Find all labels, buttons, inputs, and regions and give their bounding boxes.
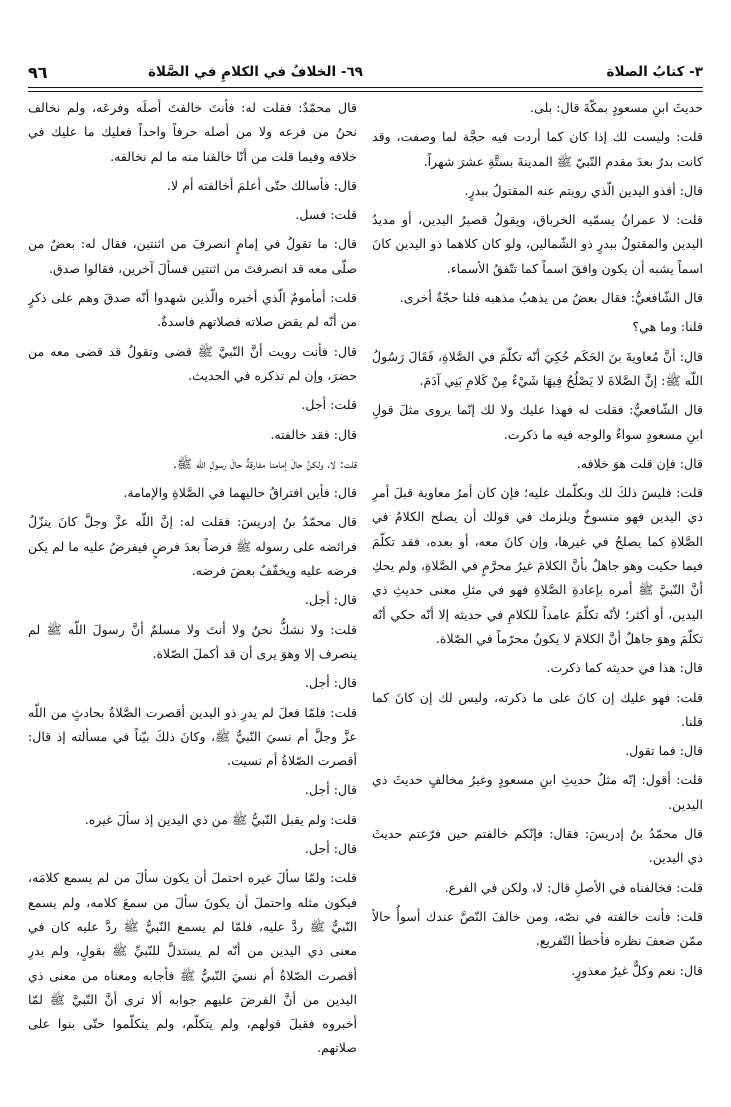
paragraph: قلت: فليسَ ذلكَ لك وبكلّمك عليه؛ فإن كان أمرُ معاوية قبلَ أمرِ ذي اليدين فهو منسوخٌ ويلزمك في قولك أن يصلح الكلامُ في الصَّلاةِ كما يصلحُ في غيرها، وإن كانَ معه، أو بعده، فقد تكلّمَ فيما حكيت وهو جاهلٌ بأنَّ الكلامَ غيرُ محرَّمٍ في الصَّلاةِ، ولم يحكِ أنَّ النّبيَّ ﷺ أمره بإعادةِ الصَّلاةِ فهو في مثلِ معنى حديثِ ذي اليدين، أو أكثر؛ لأنّه تكلّمَ عامداً للكلامِ في حديثه إلا أنّه حكي أنّه تكلّمَ وهوَ جاهلٌ أنَّ الكلامَ لا يكونُ محرّماً في الصّلاة.: [372, 485, 703, 646]
paragraph: قال: أجل.: [304, 675, 357, 691]
paragraph: قال: أنَّ مُعاويةَ بنَ الحَكَم حُكِيَ أنّه تكلّمَ في الصَّلاةِ، فَقَالَ رَسُولُ اللّه ﷺ: إنَّ الصَّلاةَ لا يَصْلُحُ فِيهَا شَيْءٌ مِنْ كَلامِ بَنِي آدَمَ.: [372, 348, 703, 388]
chapter-title: ٦٩- الخلافُ في الكلامِ في الصَّلاة: [148, 64, 363, 80]
paragraph: قال: فإن قلت هوَ خلافه.: [576, 455, 703, 471]
paragraph: قال محمّدُ بنُ إدريسَ: فقلت له: إنَّ اللّه عزَّ وجلَّ كانَ ينزّلُ فرائضه على رسوله ﷺ فرضاً بعدَ فرضٍ فيفرضُ عليه ما لم يكن فرضه عليه ويخفّفُ بعضَ فرضه.: [28, 514, 357, 579]
paragraph: قلت: أمأمومٌ الّذي أخبره والّذين شهدوا أنّه صدقَ وهم على ذكرٍ من أنّه لم يقض صلاته فصلاتهم فاسدةٌ.: [28, 290, 357, 330]
paragraph: قلت: فسل.: [295, 207, 357, 223]
paragraph: قال الشّافعيُّ: فقلت له فهذا عليك ولا لك إنّما يروى مثلَ قولِ ابنِ مسعودٍ سواءٌ والوجه فيه ما ذكرت.: [372, 402, 703, 442]
paragraph: قال: فأسالك حتّى أعلمَ أخالفته أم لا.: [167, 177, 357, 193]
header-rule: [28, 87, 703, 88]
paragraph: قلت: أجل.: [301, 397, 357, 413]
paragraph: قال محمّدٌ: فقلت له: فأنتَ خالفتَ أصلَه وفرعَه، ولم نخالف نحنُ من فرعه ولا من أصله حرفاً واحداً فعليك ما عليك في خلافه وفيما قلت من أنّا خالفنا منه ما لم نخالفه.: [28, 100, 357, 164]
paragraph: قلت: ولم يقبل النّبيُّ ﷺ من ذي اليدين إذ سألَ غيره.: [84, 811, 357, 827]
paragraph: قلت: فأنت خالفته في نصّه، ومن خالفَ النّصَّ عندك أسوأُ حالاً ممّن ضعفَ نظره فأخطأ التّفريع.: [372, 908, 703, 949]
paragraph: قال: فقد خالفته.: [270, 426, 357, 442]
paragraph: قال: هذا في حديثه كما ذكرت.: [546, 660, 703, 676]
paragraph: قلت: فلمّا فعلَ لم يدرِ ذو اليدين أقصرت الصَّلاةُ بحادثٍ من اللّه عزَّ وجلَّ أم نسيَ النّبيُّ ﷺ، وكانَ ذلكَ بيّناً في مسألته إذ قال: أقصرت الصّلاةُ أم نسيت.: [28, 704, 357, 769]
page-number: ٩٦: [28, 62, 48, 82]
section-title: ٣- كتابُ الصلاة: [606, 64, 703, 80]
paragraph: قال محمّدُ بنُ إدريسَ: فقال: فإنّكم خالفتم حين فرّعتم حديثَ ذي اليدين.: [372, 826, 703, 866]
paragraph: قال: أجل.: [304, 592, 357, 608]
paragraph: قلت: وليست لك إذا كان كما أردت فيه حجَّة لما وصفت، وقد كانت بدرٌ بعدَ مقدم النّبيّ ﷺ المدينةَ بستَّةِ عشرَ شهراً.: [372, 129, 703, 169]
paragraph: قلت: ولمّا سألَ غيره احتملَ أن يكون سألَ من لم يسمع كلامَه، فيكون مثله واحتملَ أن يكونَ سألَ من سمعَ كلامه، ولم يسمع النّبيُّ ﷺ ردَّ عليه، فلمّا لم يسمع النّبيُّ ﷺ ردَّ عليه كان في معنى ذي اليدين من أنّه لم يستدلَّ للنّبيِّ ﷺ بقولٍ، ولم يدرِ أقصرت الصّلاةُ أم نسيَ النّبيُّ ﷺ فأجابه ومعناه من معنى ذي اليدين من أنَّ الفرضَ عليهم جوابه ألا ترى أنَّ النّبيَّ ﷺ لمّا أخبروه فقبلَ قولهم، ولم يتكلّم، ولم يتكلّموا حتّى بنوا على صلاتهم.: [28, 870, 357, 1056]
paragraph: حديثَ ابنِ مسعودٍ بمكّةَ قال: بلى.: [530, 100, 703, 115]
right-text-column: [372, 96, 703, 1096]
paragraph: قلنا: وما هي؟: [632, 319, 703, 335]
paragraph: قال: فما تقول.: [625, 743, 703, 759]
paragraph: قلت: فهو عليك إن كانَ على ما ذكرته، وليس لك إن كانَ كما قلنا.: [372, 689, 703, 729]
paragraph: قلت: أقول: إنّه مثلُ حديثِ ابنِ مسعودٍ وغيرُ مخالفٍ حديثَ ذي اليدين.: [372, 772, 703, 812]
left-text-column: [28, 96, 357, 1096]
running-header: [28, 58, 703, 86]
paragraph: قال: نعم وكلٌّ غيرُ معذورٍ.: [571, 962, 703, 978]
paragraph: قال: أجل.: [304, 841, 357, 857]
paragraph: قال: أفذو اليدين الّذي رويتم عنه المقتولُ ببدرٍ.: [464, 182, 703, 198]
paragraph: قال: ما تقولُ في إمامٍ انصرفَ من اثنتين، فقال له: بعضُ من صلّى معه قد انصرفتَ من اثنتين فسألَ آخرين، فقالوا صدق.: [28, 236, 357, 276]
paragraph: قلت: لا، ولكنَّ حالَ إمامنا مفارقةٌ حالَ رسولِ اللّه ﷺ.: [172, 455, 357, 471]
header-rule-thin: [28, 91, 703, 92]
paragraph: قال: أجل.: [304, 782, 357, 798]
paragraph: قلت: لا عمرانُ يسمّيه الخرباق، ويقولُ قصيرُ اليدين، أو مديدُ اليدين والمقتولُ ببدرٍ ذو الشّمالين، ولو كان كلاهما ذو اليدين كانَ اسماً يشبه أن يكون وافقَ اسماً كما تتّفقُ الأسماء.: [372, 212, 703, 276]
paragraph: قال: فأنت رويت أنَّ النّبيَّ ﷺ قضى وتقولُ قد قضى معه من حضرَ، وإن لم تذكره في الحديث.: [28, 343, 357, 383]
paragraph: قلت: ولا نشكُّ نحنُ ولا أنتَ ولا مسلمٌ أنَّ رسولَ اللّه ﷺ لم ينصرف إلا وهوَ يرى أن قد أكملَ الصّلاة.: [28, 621, 357, 661]
paragraph: قال: فأين افتراقُ حاليهما في الصَّلاةِ والإمامة.: [123, 485, 357, 501]
paragraph: قال الشّافعيُّ: فقال بعضُ من يذهبُ مذهبه فلنا حجّةٌ أخرى.: [399, 290, 703, 306]
paragraph: قلت: فخالفناه في الأصلِ قال: لا، ولكن في الفرع.: [444, 879, 703, 895]
